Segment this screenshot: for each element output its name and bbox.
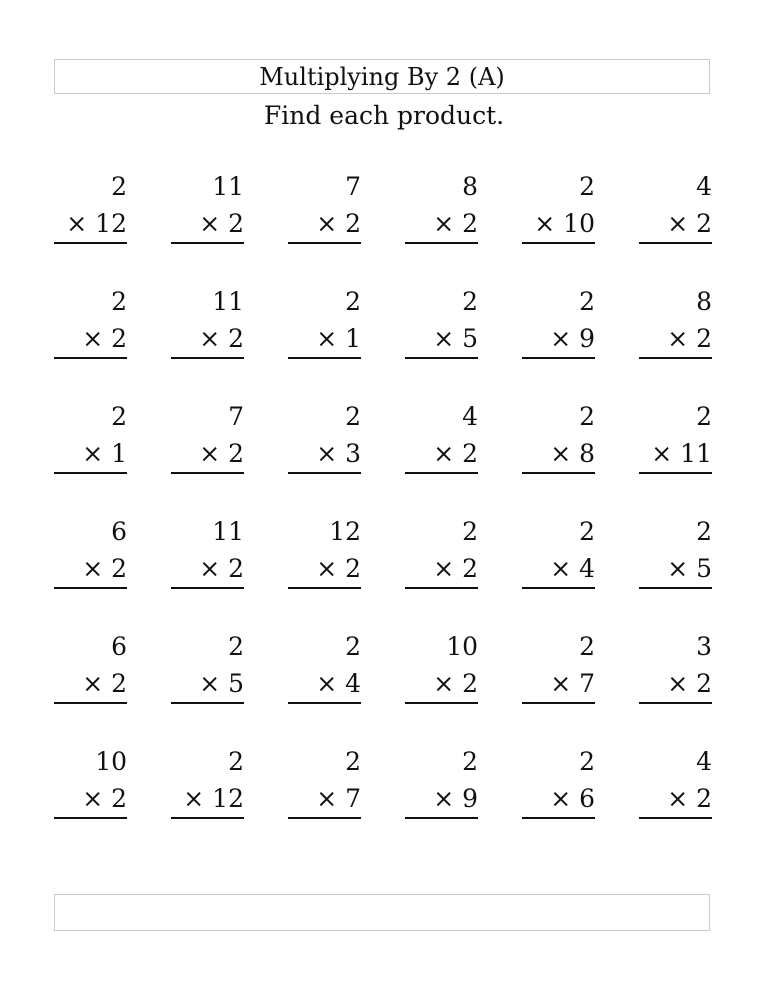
multiplication-problem (522, 628, 595, 743)
multiplier: × 2 (639, 666, 712, 704)
multiplicand: 2 (579, 402, 595, 431)
multiplication-problem (54, 743, 127, 858)
multiplicand: 4 (696, 172, 712, 201)
multiplier: × 10 (522, 206, 595, 244)
problem-row (54, 398, 712, 513)
multiplicand: 4 (462, 402, 478, 431)
multiplier: × 2 (288, 206, 361, 244)
multiplicand: 2 (579, 287, 595, 316)
multiplicand: 2 (462, 747, 478, 776)
multiplicand: 2 (696, 402, 712, 431)
worksheet-instructions: Find each product. (263, 101, 505, 130)
multiplication-problem (171, 513, 244, 628)
multiplier: × 2 (171, 551, 244, 589)
multiplicand: 3 (696, 632, 712, 661)
multiplier: × 2 (54, 781, 127, 819)
multiplicand: 2 (345, 287, 361, 316)
answer-key-box (54, 894, 710, 931)
multiplication-problem (405, 513, 478, 628)
multiplier: × 2 (171, 436, 244, 474)
multiplicand: 2 (579, 632, 595, 661)
multiplication-problem (171, 743, 244, 858)
multiplicand: 2 (579, 517, 595, 546)
multiplication-problem (288, 628, 361, 743)
multiplier: × 2 (639, 781, 712, 819)
multiplicand: 11 (212, 517, 244, 546)
multiplicand: 2 (579, 172, 595, 201)
multiplier: × 12 (54, 206, 127, 244)
problem-row (54, 168, 712, 283)
multiplication-problem (522, 168, 595, 283)
multiplier: × 2 (405, 206, 478, 244)
problem-row (54, 513, 712, 628)
multiplication-problem (405, 283, 478, 398)
multiplication-problem (54, 283, 127, 398)
multiplier: × 2 (639, 321, 712, 359)
worksheet-title: Multiplying By 2 (A) (259, 62, 505, 91)
multiplier: × 3 (288, 436, 361, 474)
multiplicand: 2 (228, 632, 244, 661)
multiplier: × 2 (54, 321, 127, 359)
multiplier: × 9 (522, 321, 595, 359)
multiplier: × 2 (405, 551, 478, 589)
problem-row (54, 628, 712, 743)
multiplication-problem (171, 168, 244, 283)
multiplier: × 2 (639, 206, 712, 244)
multiplication-problem (54, 168, 127, 283)
problem-row (54, 283, 712, 398)
multiplicand: 2 (462, 517, 478, 546)
multiplication-problem (171, 283, 244, 398)
problem-grid (54, 168, 712, 858)
multiplication-problem (639, 628, 712, 743)
multiplier: × 8 (522, 436, 595, 474)
multiplication-problem (288, 168, 361, 283)
multiplication-problem (288, 743, 361, 858)
multiplier: × 2 (54, 666, 127, 704)
multiplication-problem (171, 628, 244, 743)
multiplicand: 2 (462, 287, 478, 316)
multiplication-problem (405, 628, 478, 743)
multiplier: × 2 (405, 436, 478, 474)
multiplication-problem (288, 398, 361, 513)
multiplicand: 2 (345, 747, 361, 776)
multiplicand: 2 (345, 632, 361, 661)
multiplicand: 8 (462, 172, 478, 201)
multiplier: × 5 (171, 666, 244, 704)
multiplicand: 2 (228, 747, 244, 776)
multiplicand: 2 (696, 517, 712, 546)
multiplication-problem (171, 398, 244, 513)
multiplier: × 4 (522, 551, 595, 589)
multiplier: × 12 (171, 781, 244, 819)
multiplier: × 4 (288, 666, 361, 704)
multiplier: × 2 (54, 551, 127, 589)
multiplicand: 2 (579, 747, 595, 776)
multiplicand: 7 (345, 172, 361, 201)
multiplication-problem (54, 398, 127, 513)
multiplier: × 9 (405, 781, 478, 819)
multiplication-problem (522, 743, 595, 858)
multiplication-problem (405, 743, 478, 858)
worksheet-title-box (54, 59, 710, 94)
multiplier: × 11 (639, 436, 712, 474)
multiplicand: 10 (95, 747, 127, 776)
multiplication-problem (639, 283, 712, 398)
multiplier: × 6 (522, 781, 595, 819)
multiplier: × 7 (288, 781, 361, 819)
multiplicand: 6 (111, 517, 127, 546)
multiplicand: 12 (329, 517, 361, 546)
multiplier: × 2 (288, 551, 361, 589)
multiplication-problem (522, 283, 595, 398)
multiplication-problem (639, 513, 712, 628)
multiplication-problem (522, 398, 595, 513)
multiplication-problem (639, 743, 712, 858)
multiplier: × 7 (522, 666, 595, 704)
multiplier: × 2 (171, 206, 244, 244)
multiplicand: 2 (345, 402, 361, 431)
multiplication-problem (54, 628, 127, 743)
multiplier: × 5 (405, 321, 478, 359)
multiplicand: 2 (111, 287, 127, 316)
multiplicand: 10 (446, 632, 478, 661)
multiplier: × 5 (639, 551, 712, 589)
multiplicand: 2 (111, 402, 127, 431)
multiplication-problem (522, 513, 595, 628)
multiplicand: 11 (212, 287, 244, 316)
multiplicand: 8 (696, 287, 712, 316)
multiplicand: 11 (212, 172, 244, 201)
multiplicand: 6 (111, 632, 127, 661)
multiplicand: 2 (111, 172, 127, 201)
multiplier: × 2 (405, 666, 478, 704)
multiplication-problem (288, 283, 361, 398)
multiplication-problem (405, 398, 478, 513)
multiplicand: 4 (696, 747, 712, 776)
multiplier: × 2 (171, 321, 244, 359)
multiplication-problem (639, 398, 712, 513)
multiplicand: 7 (228, 402, 244, 431)
multiplication-problem (639, 168, 712, 283)
multiplication-problem (405, 168, 478, 283)
problem-row (54, 743, 712, 858)
multiplication-problem (54, 513, 127, 628)
multiplier: × 1 (54, 436, 127, 474)
multiplication-problem (288, 513, 361, 628)
multiplier: × 1 (288, 321, 361, 359)
